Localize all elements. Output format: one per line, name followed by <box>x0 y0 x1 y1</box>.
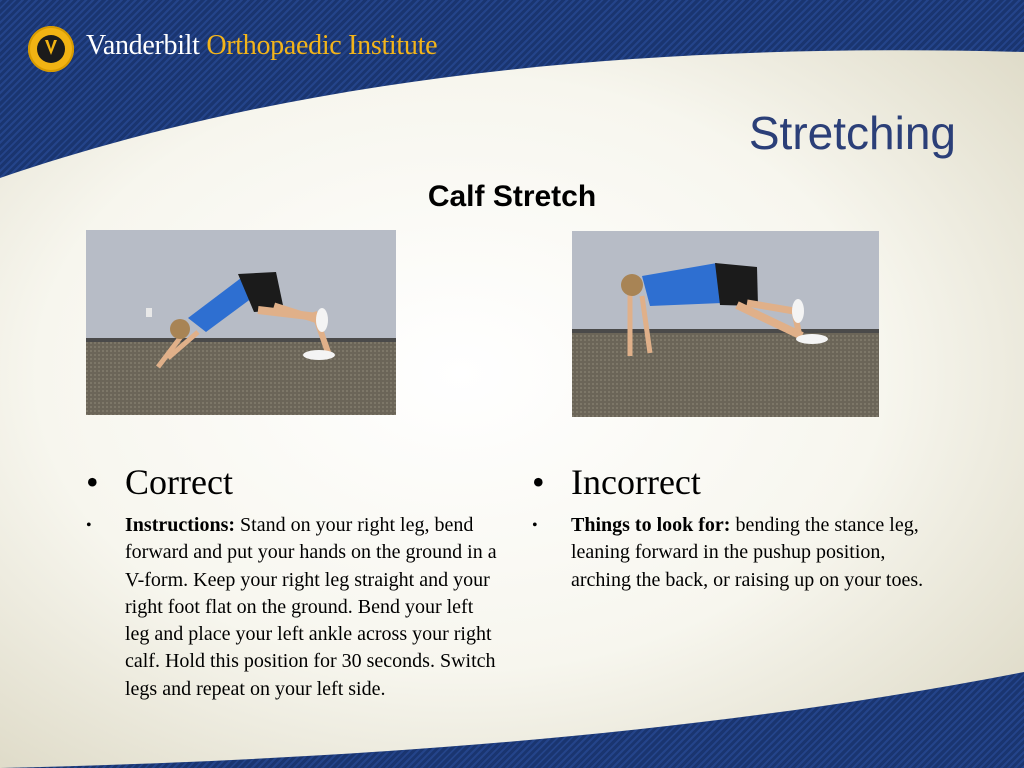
look-for-body: bending the stance leg, leaning forward in the pushup position, arching the back, or raising up on your toes. <box>571 514 924 591</box>
slide-subtitle: Calf Stretch <box>427 180 597 213</box>
sub-bullet: • <box>532 517 538 534</box>
correct-stretch-photo <box>86 230 396 415</box>
incorrect-heading: Incorrect <box>571 462 701 502</box>
sub-bullet: • <box>86 517 92 534</box>
look-for-label: Things to look for: <box>571 514 731 536</box>
incorrect-stretch-photo <box>572 231 879 417</box>
brand-part2: Orthopaedic Institute <box>206 30 438 61</box>
bullet: • <box>86 462 99 502</box>
incorrect-column <box>532 462 942 594</box>
institute-logo <box>28 26 74 72</box>
correct-heading: Correct <box>125 462 233 502</box>
brand-part1: Vanderbilt <box>86 30 207 61</box>
instructions-label: Instructions: <box>125 514 236 536</box>
instructions-text <box>125 512 501 703</box>
brand-name <box>86 30 437 62</box>
look-for-text <box>571 512 942 594</box>
slide-title: Stretching <box>748 107 956 159</box>
correct-column <box>86 462 501 703</box>
instructions-body: Stand on your right leg, bend forward and put your hands on the ground in a V-form. Keep your right leg straight and your right foot flat on the ground. Bend your left leg and place your left ankle across your right calf. Hold this position for 30 seconds. Switch legs and repeat on your left side. <box>125 514 497 700</box>
bullet: • <box>532 462 545 502</box>
